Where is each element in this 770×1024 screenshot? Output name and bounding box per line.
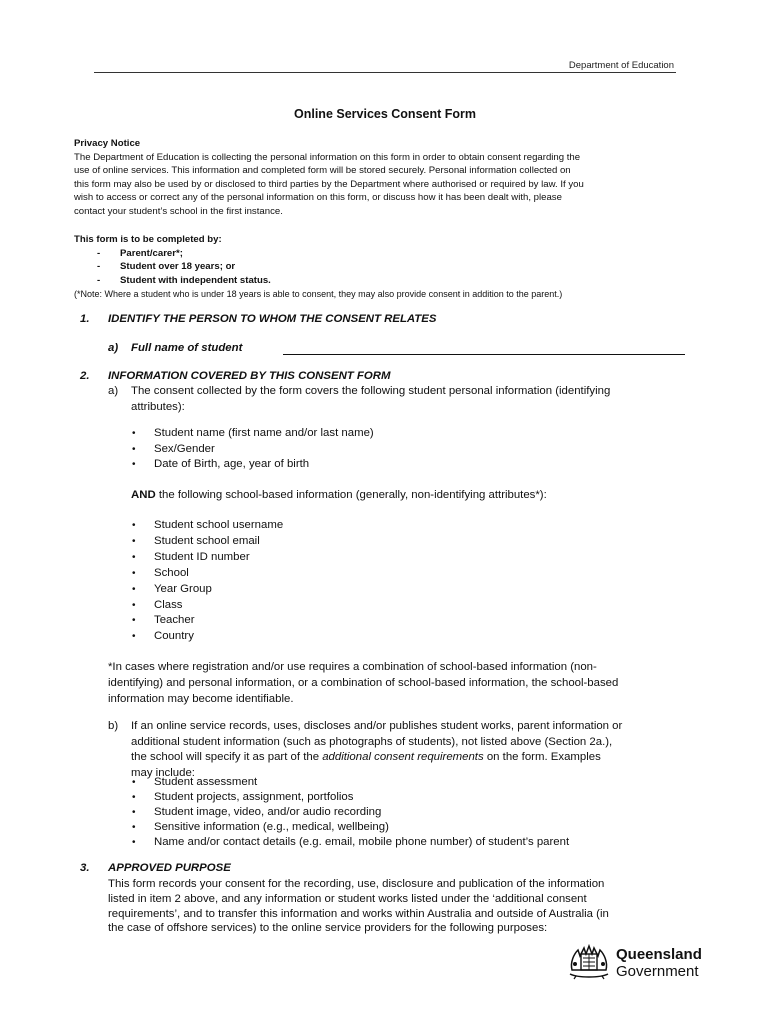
form-title: Online Services Consent Form [294,107,476,121]
completed-by-block [74,233,724,302]
list-item: • Name and/or contact details (e.g. email, mobile phone number) of student’s parent [132,836,570,848]
list-item: - Student with independent status. [97,274,271,286]
section3-number: 3. [80,862,90,874]
privacy-line: wish to access or correct any of the personal information on this form, or discuss how it has been dealt with, please [74,192,562,203]
section1-sub-label: a) [108,342,119,354]
section2-b-label: b) [108,720,119,732]
list-item: • Student school username [154,518,283,534]
completed-by-note: (*Note: Where a student who is under 18 years is able to consent, they may also provide consent in addition to the parent.) [74,289,563,299]
bullet: • [132,792,136,803]
qld-government-logo [566,940,706,984]
privacy-heading: Privacy Notice [74,138,141,149]
logo-text [616,946,702,980]
coat-of-arms-icon [566,940,612,980]
privacy-line: The Department of Education is collecting the personal information on this form in order to obtain consent regarding the [74,151,581,163]
identifiable-footnote: *In cases where registration and/or use requires a combination of school-based information (non- identifying) and personal information, or a combination of school-based information, the school-based information may become identifiable. [108,661,619,706]
school-info-list [132,518,284,645]
section2-heading: INFORMATION COVERED BY THIS CONSENT FORM [108,370,391,382]
privacy-notice [74,137,714,218]
list-item: • Student school email [154,534,283,550]
completed-by-list [97,247,724,288]
section1-sub-text: Full name of student [131,342,243,354]
section2-b-text: If an online service records, uses, discloses and/or publishes student works, parent information or additional student information (such as photographs of students), not listed above (Section 2a.), the school will specify it as part of the additional consent requirements on the form. Examples may include: [131,720,623,779]
bullet: • [132,520,136,531]
bullet: • [132,583,136,595]
bullet: • [132,443,136,455]
section2-number: 2. [80,370,90,382]
bullet: • [132,567,136,579]
and-line: AND the following school-based information (generally, non-identifying attributes*): [131,489,547,501]
privacy-line: contact your student’s school in the first instance. [74,205,283,217]
list-item: • Sensitive information (e.g., medical, wellbeing) [132,821,389,833]
dash-marker: - [97,261,101,272]
privacy-line: use of online services. This information and completed form will be stored securely. Personal information collected on [74,165,571,176]
section2-a-label: a) [108,385,119,397]
bullet: • [132,599,136,611]
list-item: • Date of Birth, age, year of birth [154,457,374,473]
section1-heading: IDENTIFY THE PERSON TO WHOM THE CONSENT RELATES [108,313,437,325]
dash-marker: - [97,247,101,259]
bullet: • [132,459,136,470]
list-item: - Parent/carer*; [97,247,183,259]
bullet: • [132,777,136,788]
list-item: - Student over 18 years; or [97,261,236,272]
logo-line1: Queensland [616,946,702,963]
header-department: Department of Education [568,60,674,71]
list-item: • Student image, video, and/or audio recording [132,806,382,818]
bullet: • [132,631,136,643]
bullet: • [132,822,136,833]
bullet: • [132,428,136,439]
bullet: • [132,535,136,547]
list-item: • Country [154,629,283,645]
list-item: • Student assessment [132,776,258,788]
list-item: • Student name (first name and/or last name) [154,426,374,442]
list-item: • Teacher [154,613,283,629]
bullet: • [132,837,136,848]
section2-a-text: The consent collected by the form covers the following student personal information (identifying attributes): [131,385,611,413]
additional-info-list [132,775,570,850]
section1-number: 1. [80,313,90,325]
completed-by-heading: This form is to be completed by: [74,234,222,245]
list-item: • Class [154,598,283,614]
section3-text: This form records your consent for the recording, use, disclosure and publication of the information listed in item 2 above, and any information or student works listed under the ‘additional consent requirements’, and to transfer this information and works within Australia and outside of Australia (in the case of offshore services) to the online service providers for the following purposes: [108,878,609,935]
list-item: • Sex/Gender [154,442,374,458]
dash-marker: - [97,274,101,286]
student-name-line[interactable] [283,354,685,355]
list-item: • Year Group [154,582,283,598]
list-item: • Student ID number [154,550,283,566]
list-item: • School [154,566,283,582]
privacy-line: this form may also be used by or disclosed to third parties by the Department where authorised or required by law. If you [74,178,584,190]
bullet: • [132,551,136,563]
header-divider [94,72,676,73]
bullet: • [132,615,136,627]
list-item: • Student projects, assignment, portfolios [132,791,354,803]
section3-heading: APPROVED PURPOSE [108,862,231,874]
logo-line2: Government [616,963,699,980]
bullet: • [132,807,136,818]
personal-info-list [132,426,374,473]
